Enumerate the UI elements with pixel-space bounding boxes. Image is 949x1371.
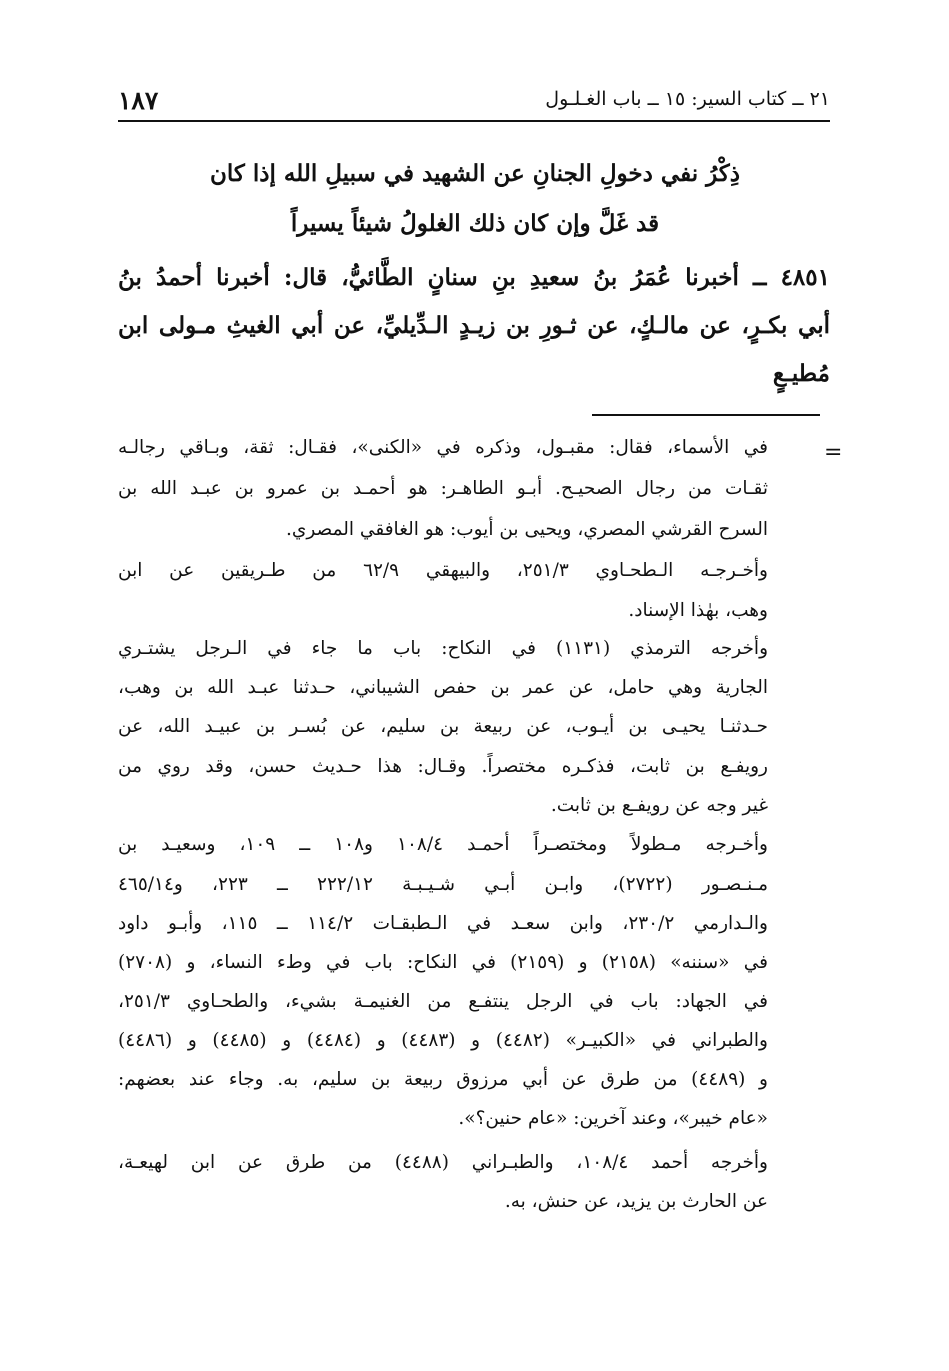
chapter-title-line-2: قد غَلَّ وإن كان ذلك الغلولُ شيئاً يسيراً: [290, 210, 660, 237]
footnote-line: وأخرجه الترمذي (١١٣١) في النكاح: باب ما جاء في الـرجل يشتـري: [118, 638, 768, 659]
footnote-line: وأخرجه أحمد ١٠٨/٤، والطبـراني (٤٤٨٨) من طرق عن ابن لهيعـة،: [118, 1152, 768, 1173]
footnote-line: في «سننه» (٢١٥٨) و (٢١٥٩) في النكاح: باب في وطء النساء، و (٢٧٠٨): [118, 952, 768, 973]
footnote-line: والـدارمي ٢٣٠/٢، وابن سعـد في الـطبقـات ١١٤/٢ ــ ١١٥، وأبـو داود: [118, 913, 768, 934]
hadith-line: أبي بكـرٍ، عن مالـكٍ، عن ثـورِ بن زيـدٍ الـدِّيليِّ، عن أبي الغيثِ مـولى ابن: [118, 312, 830, 339]
chapter-title-line-1: ذِكْرُ نفي دخولِ الجنانِ عن الشهيد في سبيلِ الله إذا كان: [209, 160, 740, 187]
footnote-line: حـدثنـا يحيـى بن أيـوب، عن ربيعة بن سليم، عن بُسـر بن عبيـد الله، عن: [118, 716, 768, 737]
running-header: [118, 86, 830, 122]
footnote-line: وأخـرجـه الـطحـاوي ٢٥١/٣، والبيهقي ٦٢/٩ من طـريقين عن ابن: [118, 560, 768, 581]
hadith-line: ٤٨٥١ ــ أخبرنا عُمَرُ بنُ سعيدِ بنِ سنانٍ الطَّائيُّ، قال: أخبرنا أحمدُ بنُ: [118, 264, 830, 291]
footnote-line: الجارية وهي حامل، عن عمر بن حفص الشيباني، حـدثنا عبـد الله بن وهب،: [118, 677, 768, 698]
footnote-line: والطبراني في «الكبيـر» (٤٤٨٢) و (٤٤٨٣) و (٤٤٨٤) و (٤٤٨٥) و (٤٤٨٦): [118, 1030, 768, 1051]
footnote-line: «عام خيبر»، وعند آخرين: «عام حنين؟».: [458, 1108, 768, 1129]
footnote-separator: [592, 414, 820, 416]
footnote-continuation-marker: =: [824, 440, 843, 465]
footnote-line: عن الحارث بن يزيد، عن حنش، به.: [504, 1191, 768, 1212]
footnote-line: وأخـرجه مـطولاً ومختصـراً أحمـد ١٠٨/٤ و١٠٨ ــ ١٠٩، وسعيـد بن: [118, 834, 768, 855]
footnote-line: في الجهاد: باب في الرجل ينتفـع من الغنيمـة بشيء، والطحـاوي ٢٥١/٣،: [118, 991, 768, 1012]
footnote-line: السرح القرشي المصري، ويحيى بن أيوب: هو الغافقي المصري.: [285, 519, 768, 540]
footnote-line: غير وجه عن رويفـع بن ثابت.: [550, 795, 768, 816]
footnote-line: و (٤٤٨٩) من طرق عن أبي مرزوق ربيعة بن سليم، به. وجاء عند بعضهم:: [118, 1069, 768, 1090]
footnote-line: وهب، بهٰذا الإسناد.: [628, 600, 768, 621]
footnote-line: رويفـع بن ثابت، فذكـره مختصراً. وقـال: هذا حـديث حسن، وقد روي من: [118, 756, 768, 777]
footnote-line: في الأسماء، فقال: مقبـول، وذكره في «الكنى»، فقـال: ثقة، وبـاقي رجالـه: [118, 437, 768, 458]
footnote-line: مـنـصـور (٢٧٢٢)، وابـن أبـي شـيـبـة ٢٢٢/١٢ ــ ٢٢٣، و٤٦٥/١٤: [118, 874, 768, 895]
hadith-line: مُطيـعٍ: [772, 360, 830, 387]
running-header-title: ٢١ ــ كتاب السير: ١٥ ــ باب الغـلـول: [545, 88, 830, 110]
page-number: ١٨٧: [118, 86, 159, 115]
footnote-line: ثقـات من رجال الصحيـح. أبـو الطاهـر: هو أحمـد بن عمرو بن عبـد الله بن: [118, 478, 768, 499]
